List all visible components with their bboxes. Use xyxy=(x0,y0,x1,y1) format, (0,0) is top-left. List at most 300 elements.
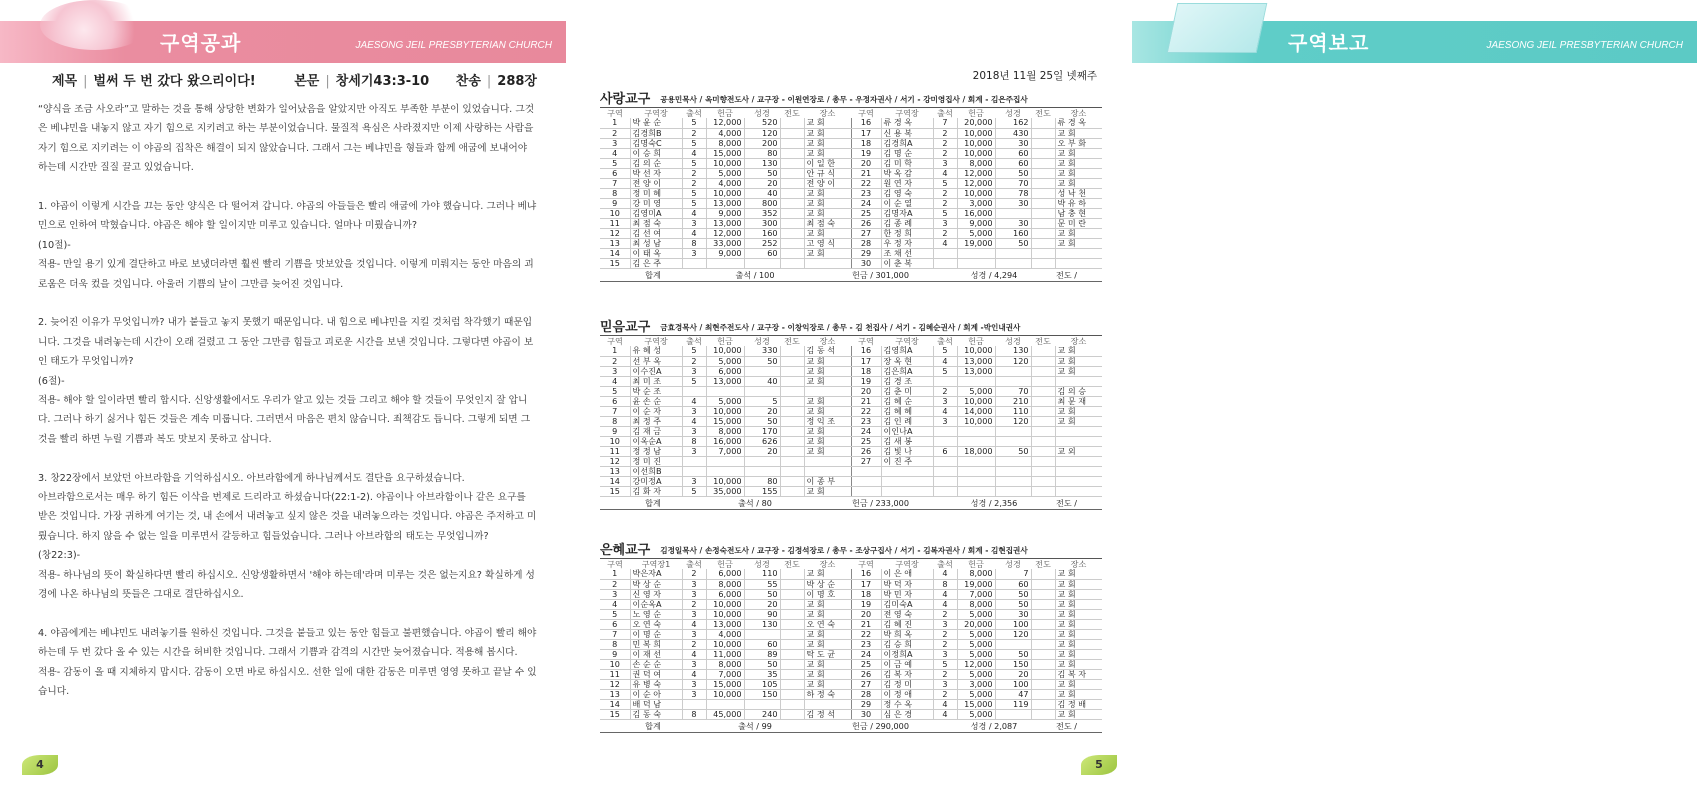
table-cell: 김명숙C xyxy=(630,138,682,148)
table-cell: 18 xyxy=(851,589,881,599)
table-cell: 7 xyxy=(933,118,957,128)
table-cell: 9,000 xyxy=(706,208,744,218)
table-row xyxy=(600,208,1102,218)
report-date: 2018년 11월 25일 넷째주 xyxy=(972,70,1097,82)
table-cell: 김 의 순 xyxy=(630,158,682,168)
table-cell: 40 xyxy=(744,188,780,198)
table-cell xyxy=(1031,486,1055,496)
table-cell: 50 xyxy=(995,589,1031,599)
table-cell xyxy=(1031,208,1055,218)
table-cell xyxy=(1055,376,1102,386)
table-cell: 2 xyxy=(600,128,630,138)
table-cell xyxy=(881,466,933,476)
table-cell: 7 xyxy=(600,629,630,639)
table-cell xyxy=(780,168,804,178)
table-cell: 조 채 선 xyxy=(881,248,933,258)
table-row xyxy=(600,476,1102,486)
table-cell xyxy=(1031,386,1055,396)
table-cell xyxy=(1031,168,1055,178)
table-cell: 110 xyxy=(744,569,780,579)
table-cell: 2 xyxy=(933,228,957,238)
table-cell: 30 xyxy=(851,709,881,719)
table-cell xyxy=(1031,579,1055,589)
table-cell: 교 회 xyxy=(1055,158,1102,168)
table-cell: 김 종 례 xyxy=(881,218,933,228)
table-cell xyxy=(780,118,804,128)
table-cell xyxy=(706,386,744,396)
total-bible: 성경 / 4,294 xyxy=(957,268,1031,281)
table-cell xyxy=(1031,118,1055,128)
table-cell xyxy=(995,456,1031,466)
table-cell: 10 xyxy=(600,436,630,446)
table-row xyxy=(600,416,1102,426)
table-cell xyxy=(780,579,804,589)
table-cell: 2 xyxy=(933,386,957,396)
table-cell: 520 xyxy=(744,118,780,128)
table-cell: 11 xyxy=(600,218,630,228)
page-number-right: 5 xyxy=(1081,755,1117,775)
total-label: 합계 xyxy=(600,719,706,732)
table-cell: 2 xyxy=(933,198,957,208)
table-cell xyxy=(780,569,804,579)
table-cell: 2 xyxy=(682,599,706,609)
table-cell: 정 미 진 xyxy=(630,456,682,466)
table-cell: 이순옥A xyxy=(630,599,682,609)
table-cell: 5,000 xyxy=(957,649,995,659)
table-cell: 24 xyxy=(851,426,881,436)
table-cell: 22 xyxy=(851,178,881,188)
table-cell: 30 xyxy=(995,609,1031,619)
table-row xyxy=(600,188,1102,198)
column-header: 성경 xyxy=(754,559,770,569)
table-row xyxy=(600,148,1102,158)
lesson-paragraph: 적용- 감동이 올 때 지체하지 맙시다. 감동이 오면 바로 하십시오. 선한 일에 대한 감동은 미루면 영영 못하고 끝날 수 있습니다. xyxy=(38,666,537,698)
column-header: 장소 xyxy=(1070,559,1087,569)
table-row xyxy=(600,158,1102,168)
text-label: 본문 xyxy=(294,74,320,89)
table-cell xyxy=(995,248,1031,258)
table-cell xyxy=(1031,589,1055,599)
table-cell: 5 xyxy=(933,346,957,356)
table-cell xyxy=(780,158,804,168)
total-offering: 헌금 / 301,000 xyxy=(804,268,957,281)
table-cell: 교 회 xyxy=(804,248,851,258)
table-cell: 3 xyxy=(933,158,957,168)
table-cell: 한 정 희 xyxy=(881,228,933,238)
table-cell xyxy=(1031,218,1055,228)
table-cell: 19,000 xyxy=(957,238,995,248)
table-cell: 이 진 주 xyxy=(881,456,933,466)
table-cell: 3 xyxy=(682,476,706,486)
table-cell: 4,000 xyxy=(706,629,744,639)
table-cell xyxy=(1031,356,1055,366)
lesson-paragraph: (10절)- xyxy=(38,239,71,251)
table-cell: 3 xyxy=(682,689,706,699)
table-cell xyxy=(1055,456,1102,466)
column-header: 전도 xyxy=(784,559,800,569)
table-cell: 3 xyxy=(682,218,706,228)
table-cell xyxy=(1031,248,1055,258)
table-cell: 5 xyxy=(682,346,706,356)
table-row xyxy=(600,218,1102,228)
total-offering: 헌금 / 233,000 xyxy=(804,496,957,509)
table-cell xyxy=(682,258,706,268)
table-cell: 9 xyxy=(600,198,630,208)
table-cell: 교 회 xyxy=(804,599,851,609)
table-cell xyxy=(682,466,706,476)
table-cell: 119 xyxy=(995,699,1031,709)
table-cell: 박 민 자 xyxy=(881,589,933,599)
table-cell: 교 회 xyxy=(1055,416,1102,426)
table-cell: 이 명 순 xyxy=(630,629,682,639)
table-cell: 13,000 xyxy=(706,376,744,386)
table-cell: 3 xyxy=(682,446,706,456)
table-cell: 21 xyxy=(851,396,881,406)
table-row xyxy=(600,579,1102,589)
table-cell: 26 xyxy=(851,669,881,679)
table-cell: 150 xyxy=(744,689,780,699)
table-cell: 5 xyxy=(600,386,630,396)
district-table xyxy=(600,108,1102,282)
table-cell xyxy=(995,476,1031,486)
table-cell: 교 회 xyxy=(804,446,851,456)
table-cell: 3 xyxy=(600,366,630,376)
table-cell: 4 xyxy=(933,569,957,579)
table-cell xyxy=(780,178,804,188)
table-cell: 선 부 옥 xyxy=(630,356,682,366)
table-cell xyxy=(1031,416,1055,426)
table-cell: 2 xyxy=(933,609,957,619)
table-cell: 박 상 순 xyxy=(804,579,851,589)
table-cell: 30 xyxy=(995,138,1031,148)
table-cell: 5 xyxy=(600,158,630,168)
table-cell xyxy=(1031,138,1055,148)
table-cell xyxy=(804,466,851,476)
table-cell: 10,000 xyxy=(706,599,744,609)
table-cell xyxy=(780,208,804,218)
table-cell: 탁 도 균 xyxy=(804,649,851,659)
table-cell: 5,000 xyxy=(706,168,744,178)
table-cell: 60 xyxy=(995,579,1031,589)
table-cell: 21 xyxy=(851,619,881,629)
table-cell: 김 화 자 xyxy=(630,486,682,496)
table-cell: 3 xyxy=(933,679,957,689)
table-cell: 4 xyxy=(933,168,957,178)
table-cell xyxy=(1031,629,1055,639)
table-cell: 20,000 xyxy=(957,118,995,128)
table-cell xyxy=(995,639,1031,649)
table-cell: 24 xyxy=(851,198,881,208)
table-cell: 교 회 xyxy=(804,128,851,138)
table-cell: 이 금 예 xyxy=(881,659,933,669)
table-cell: 60 xyxy=(744,248,780,258)
table-cell: 2 xyxy=(682,356,706,366)
table-cell xyxy=(744,466,780,476)
table-cell: 7,000 xyxy=(706,446,744,456)
table-cell: 12,000 xyxy=(957,178,995,188)
table-cell: 11 xyxy=(600,446,630,456)
table-cell: 최 점 숙 xyxy=(804,218,851,228)
column-header: 전도 xyxy=(1035,108,1051,118)
table-cell: 23 xyxy=(851,639,881,649)
table-cell: 교 외 xyxy=(1055,446,1102,456)
table-cell: 120 xyxy=(995,416,1031,426)
table-cell: 120 xyxy=(744,128,780,138)
table-cell xyxy=(780,436,804,446)
column-header: 구역 xyxy=(607,108,623,118)
table-cell: 2 xyxy=(933,689,957,699)
table-cell: 3 xyxy=(682,609,706,619)
table-cell: 교 회 xyxy=(804,659,851,669)
table-cell: 김 인 례 xyxy=(881,416,933,426)
table-cell: 8,000 xyxy=(957,599,995,609)
lesson-banner-title: 구역공과 xyxy=(160,31,242,55)
table-row xyxy=(600,659,1102,669)
table-cell xyxy=(957,376,995,386)
table-cell: 50 xyxy=(995,599,1031,609)
column-header: 구역장 xyxy=(895,108,919,118)
table-cell xyxy=(995,366,1031,376)
table-cell: 교 회 xyxy=(804,486,851,496)
total-evangelism: 전도 / xyxy=(1031,719,1102,732)
table-cell: 8 xyxy=(600,416,630,426)
table-cell xyxy=(780,346,804,356)
table-cell: 최 문 재 xyxy=(1055,396,1102,406)
table-cell: 16,000 xyxy=(706,436,744,446)
table-cell: 14 xyxy=(600,699,630,709)
table-cell: 25 xyxy=(851,208,881,218)
table-cell: 권 덕 여 xyxy=(630,669,682,679)
table-cell: 교 회 xyxy=(1055,178,1102,188)
district-name: 믿음교구 xyxy=(600,320,651,335)
table-cell: 이옥순A xyxy=(630,436,682,446)
table-cell: 300 xyxy=(744,218,780,228)
table-cell xyxy=(1055,476,1102,486)
table-cell: 20 xyxy=(744,599,780,609)
table-cell: 23 xyxy=(851,416,881,426)
table-cell: 8 xyxy=(933,579,957,589)
table-row xyxy=(600,128,1102,138)
table-cell: 교 회 xyxy=(1055,238,1102,248)
table-cell: 김 의 승 xyxy=(1055,386,1102,396)
table-cell: 김미숙A xyxy=(881,599,933,609)
table-cell: 13 xyxy=(600,689,630,699)
table-cell: 1 xyxy=(600,346,630,356)
column-header: 헌금 xyxy=(968,559,984,569)
table-cell xyxy=(957,476,995,486)
table-cell: 2 xyxy=(682,178,706,188)
table-cell: 12 xyxy=(600,679,630,689)
table-row xyxy=(600,198,1102,208)
table-cell xyxy=(744,629,780,639)
table-cell: 13,000 xyxy=(706,218,744,228)
column-header: 구역 xyxy=(858,559,874,569)
table-cell: 4 xyxy=(933,356,957,366)
table-cell: 6,000 xyxy=(706,589,744,599)
table-cell xyxy=(881,486,933,496)
hymn-label: 찬송 xyxy=(455,74,481,89)
table-cell: 2 xyxy=(933,669,957,679)
left-page xyxy=(0,0,566,789)
table-cell xyxy=(957,466,995,476)
table-cell: 김 승 희 xyxy=(881,639,933,649)
table-cell: 10,000 xyxy=(706,158,744,168)
table-cell: 89 xyxy=(744,649,780,659)
table-cell: 김 정 미 xyxy=(881,679,933,689)
column-header: 구역장 xyxy=(644,108,668,118)
table-cell: 29 xyxy=(851,248,881,258)
table-cell: 4 xyxy=(933,709,957,719)
table-row xyxy=(600,639,1102,649)
table-cell: 교 회 xyxy=(804,639,851,649)
table-cell: 교 회 xyxy=(1055,679,1102,689)
column-header: 전도 xyxy=(784,108,800,118)
table-cell: 8 xyxy=(600,188,630,198)
table-cell: 교 회 xyxy=(1055,148,1102,158)
table-cell: 9,000 xyxy=(706,248,744,258)
table-row xyxy=(600,709,1102,719)
table-cell: 김 복 자 xyxy=(881,669,933,679)
table-cell: 40 xyxy=(744,376,780,386)
table-cell xyxy=(1031,396,1055,406)
table-cell xyxy=(933,486,957,496)
table-row xyxy=(600,456,1102,466)
table-cell: 교 회 xyxy=(804,366,851,376)
table-cell: 3 xyxy=(682,248,706,258)
table-cell xyxy=(1031,128,1055,138)
table-cell: 4,000 xyxy=(706,128,744,138)
column-header: 출석 xyxy=(686,108,702,118)
table-cell: 교 회 xyxy=(804,569,851,579)
gift-box-decoration-icon xyxy=(1167,3,1268,53)
table-cell xyxy=(881,476,933,486)
table-cell: 교 회 xyxy=(804,188,851,198)
table-cell xyxy=(780,138,804,148)
table-cell: 교 회 xyxy=(1055,569,1102,579)
table-cell xyxy=(780,619,804,629)
table-cell: 김 동 숙 xyxy=(630,709,682,719)
table-cell: 6,000 xyxy=(706,569,744,579)
table-cell: 4 xyxy=(600,376,630,386)
flower-decoration-icon xyxy=(40,0,150,50)
table-cell xyxy=(995,208,1031,218)
table-cell: 430 xyxy=(995,128,1031,138)
table-cell xyxy=(744,366,780,376)
table-cell: 교 회 xyxy=(804,406,851,416)
table-cell: 25 xyxy=(851,659,881,669)
district-staff: 공용민목사 / 옥미향전도사 / 교구장 - 이원연장로 / 총무 - 우정자권사 / 서기 - 강미영집사 / 회계 - 김은주집사 xyxy=(660,95,1028,104)
table-cell: 김 동 석 xyxy=(804,346,851,356)
table-cell: 2 xyxy=(933,629,957,639)
table-cell: 5 xyxy=(933,208,957,218)
column-header: 출석 xyxy=(937,108,953,118)
table-cell: 18 xyxy=(851,366,881,376)
table-cell: 교 회 xyxy=(804,679,851,689)
table-cell: 교 회 xyxy=(1055,128,1102,138)
table-row xyxy=(600,689,1102,699)
table-cell: 2 xyxy=(933,128,957,138)
table-cell: 2 xyxy=(600,579,630,589)
table-cell: 240 xyxy=(744,709,780,719)
column-header: 장소 xyxy=(1070,108,1087,118)
table-cell: 교 회 xyxy=(804,356,851,366)
table-cell: 김경희B xyxy=(630,128,682,138)
report-banner xyxy=(1132,21,1697,63)
table-cell: 교 회 xyxy=(804,208,851,218)
lesson-paragraph: (창22:3)- xyxy=(38,550,81,562)
table-cell xyxy=(957,436,995,446)
table-row xyxy=(600,466,1102,476)
table-cell xyxy=(957,248,995,258)
table-cell xyxy=(780,406,804,416)
table-cell: 류 경 옥 xyxy=(1055,118,1102,128)
table-row xyxy=(600,699,1102,709)
table-cell: 3 xyxy=(682,579,706,589)
district-table xyxy=(600,559,1102,733)
report-banner-title: 구역보고 xyxy=(1288,31,1370,55)
table-cell: 170 xyxy=(744,426,780,436)
table-cell xyxy=(682,456,706,466)
table-cell: 4 xyxy=(600,148,630,158)
table-cell: 교 회 xyxy=(1055,406,1102,416)
table-cell: 50 xyxy=(995,649,1031,659)
table-cell: 이 순 아 xyxy=(630,689,682,699)
table-cell: 17 xyxy=(851,356,881,366)
column-header: 전도 xyxy=(784,336,800,346)
table-cell xyxy=(995,376,1031,386)
table-cell xyxy=(995,426,1031,436)
table-cell: 2 xyxy=(933,138,957,148)
table-cell: 35 xyxy=(744,669,780,679)
table-cell xyxy=(1031,148,1055,158)
table-cell xyxy=(933,258,957,268)
table-row xyxy=(600,406,1102,416)
table-cell: 5,000 xyxy=(957,689,995,699)
table-cell: 7 xyxy=(995,569,1031,579)
table-cell xyxy=(780,356,804,366)
table-cell: 5 xyxy=(933,366,957,376)
table-cell: 4 xyxy=(682,228,706,238)
table-cell: 15 xyxy=(600,486,630,496)
table-cell: 90 xyxy=(744,609,780,619)
table-cell: 110 xyxy=(995,406,1031,416)
table-cell: 이 종 부 xyxy=(804,476,851,486)
lesson-paragraph: 1. 야곱이 이렇게 시간을 끄는 동안 양식은 다 떨어져 갑니다. 야곱의 아들들은 빨리 애굽에 가야 했습니다. 그러나 베냐민으로 인하여 막혔습니다. 야곱은 해야 할 일이지만 미루고 있습니다. 얼마나 미뤘습니까? xyxy=(38,201,537,232)
column-header: 헌금 xyxy=(717,108,733,118)
district-header xyxy=(600,90,1102,108)
table-row xyxy=(600,238,1102,248)
column-header: 구역장 xyxy=(644,336,668,346)
table-cell: 10,000 xyxy=(706,346,744,356)
table-cell: 20 xyxy=(744,446,780,456)
table-cell: 김영희A xyxy=(881,346,933,356)
table-cell: 박 순 조 xyxy=(630,386,682,396)
table-cell: 13 xyxy=(600,238,630,248)
table-cell xyxy=(1031,258,1055,268)
table-row xyxy=(600,629,1102,639)
table-cell xyxy=(851,476,881,486)
table-cell: 오 연 숙 xyxy=(804,619,851,629)
table-cell: 2 xyxy=(682,639,706,649)
table-cell: 교 회 xyxy=(1055,346,1102,356)
title-label: 제목 xyxy=(52,74,78,89)
column-header: 성경 xyxy=(1005,559,1021,569)
table-cell: 원 연 자 xyxy=(881,178,933,188)
table-cell: 김 춘 미 xyxy=(881,386,933,396)
table-cell: 손 순 순 xyxy=(630,659,682,669)
table-cell: 박 윤 순 xyxy=(630,118,682,128)
table-cell xyxy=(706,258,744,268)
